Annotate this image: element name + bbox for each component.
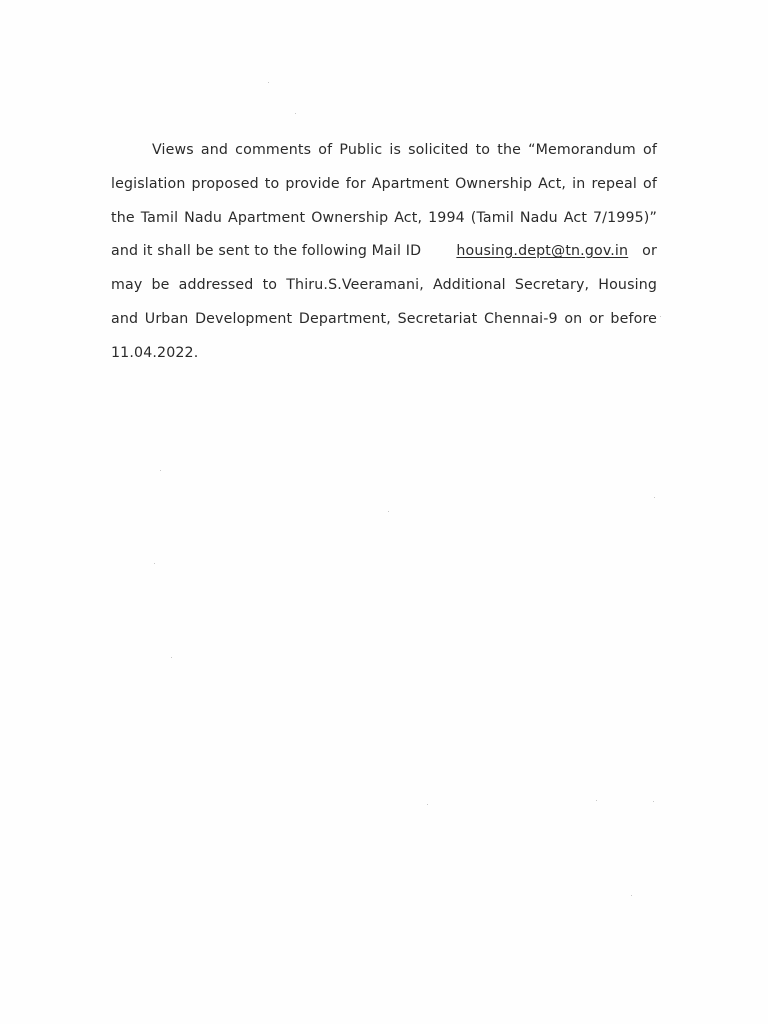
or-text: or (642, 243, 657, 259)
scan-speck (660, 316, 661, 317)
paragraph-line-3: the Tamil Nadu Apartment Ownership Act, 1994 (Tamil Nadu Act 7/1995)” (111, 210, 657, 226)
scan-speck (653, 801, 654, 802)
paragraph-line-1: Views and comments of Public is solicited to the “Memorandum of (152, 142, 657, 158)
paragraph-line-4 (111, 242, 657, 260)
date-text: 11.04.2022. (111, 345, 199, 361)
scan-speck (295, 113, 296, 114)
email-link[interactable]: housing.dept@tn.gov.in (456, 243, 629, 259)
scan-speck (160, 470, 161, 471)
paragraph-line-6: and Urban Development Department, Secretariat Chennai-9 on or before (111, 311, 657, 327)
scan-speck (631, 895, 632, 896)
scan-speck (388, 511, 389, 512)
mail-text: and it shall be sent to the following Mail ID (111, 243, 422, 259)
paragraph-line-2: legislation proposed to provide for Apartment Ownership Act, in repeal of (111, 176, 657, 192)
scan-speck (268, 82, 269, 83)
scan-speck (171, 657, 172, 658)
scan-speck (654, 497, 655, 498)
scan-speck (596, 800, 597, 801)
scan-speck (154, 563, 155, 564)
scan-speck (427, 804, 428, 805)
paragraph-line-5: may be addressed to Thiru.S.Veeramani, Additional Secretary, Housing (111, 277, 657, 293)
